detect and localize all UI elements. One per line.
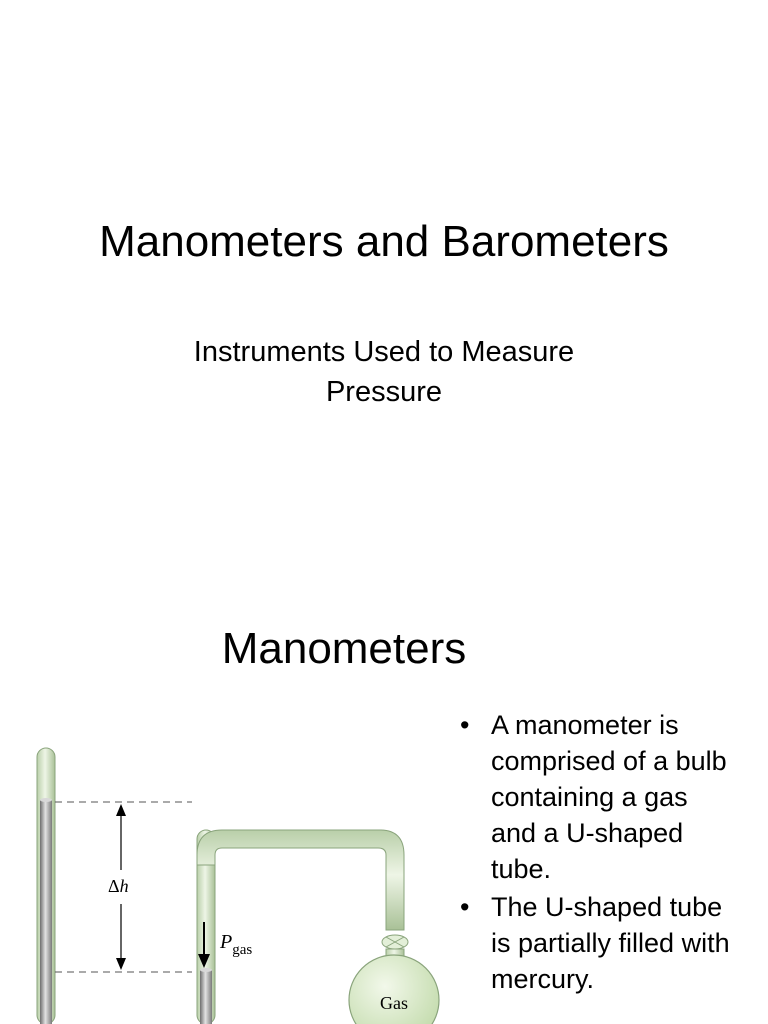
manometer-diagram <box>0 730 460 1024</box>
bullet-item <box>460 707 765 887</box>
pressure-label <box>219 931 252 958</box>
valve-icon <box>382 935 408 949</box>
slide-subtitle <box>134 332 634 412</box>
mercury-column-right <box>200 970 212 1024</box>
bullet-dot: • <box>460 892 470 922</box>
connecting-tube <box>197 830 404 930</box>
bullet-line: A manometer is <box>491 710 679 740</box>
bullet-line: tube. <box>491 854 552 884</box>
delta-variable: h <box>119 876 129 896</box>
pressure-variable: P <box>220 931 233 953</box>
delta-h-label <box>108 876 129 896</box>
bullet-line: The U-shaped tube <box>491 892 723 922</box>
bullet-line: comprised of a bulb <box>491 746 727 776</box>
gas-label: Gas <box>380 993 408 1013</box>
subtitle-line-2: Pressure <box>325 376 443 408</box>
bullet-line: mercury. <box>491 964 595 994</box>
bullet-line: containing a gas <box>491 782 688 812</box>
mercury-column-left <box>40 800 52 1024</box>
bullet-dot: • <box>460 710 470 740</box>
manometers-heading: Manometers <box>221 624 467 673</box>
delta-symbol: Δ <box>108 876 120 896</box>
pressure-subscript: gas <box>232 942 253 958</box>
bullet-list <box>460 707 765 999</box>
subtitle-line-1: Instruments Used to Measure <box>193 336 575 368</box>
gas-bulb <box>349 955 439 1024</box>
slide-title: Manometers and Barometers <box>99 217 669 266</box>
bullet-line: is partially filled with <box>491 928 730 958</box>
bullet-line: and a U-shaped <box>491 818 684 848</box>
bullet-item <box>460 889 765 997</box>
